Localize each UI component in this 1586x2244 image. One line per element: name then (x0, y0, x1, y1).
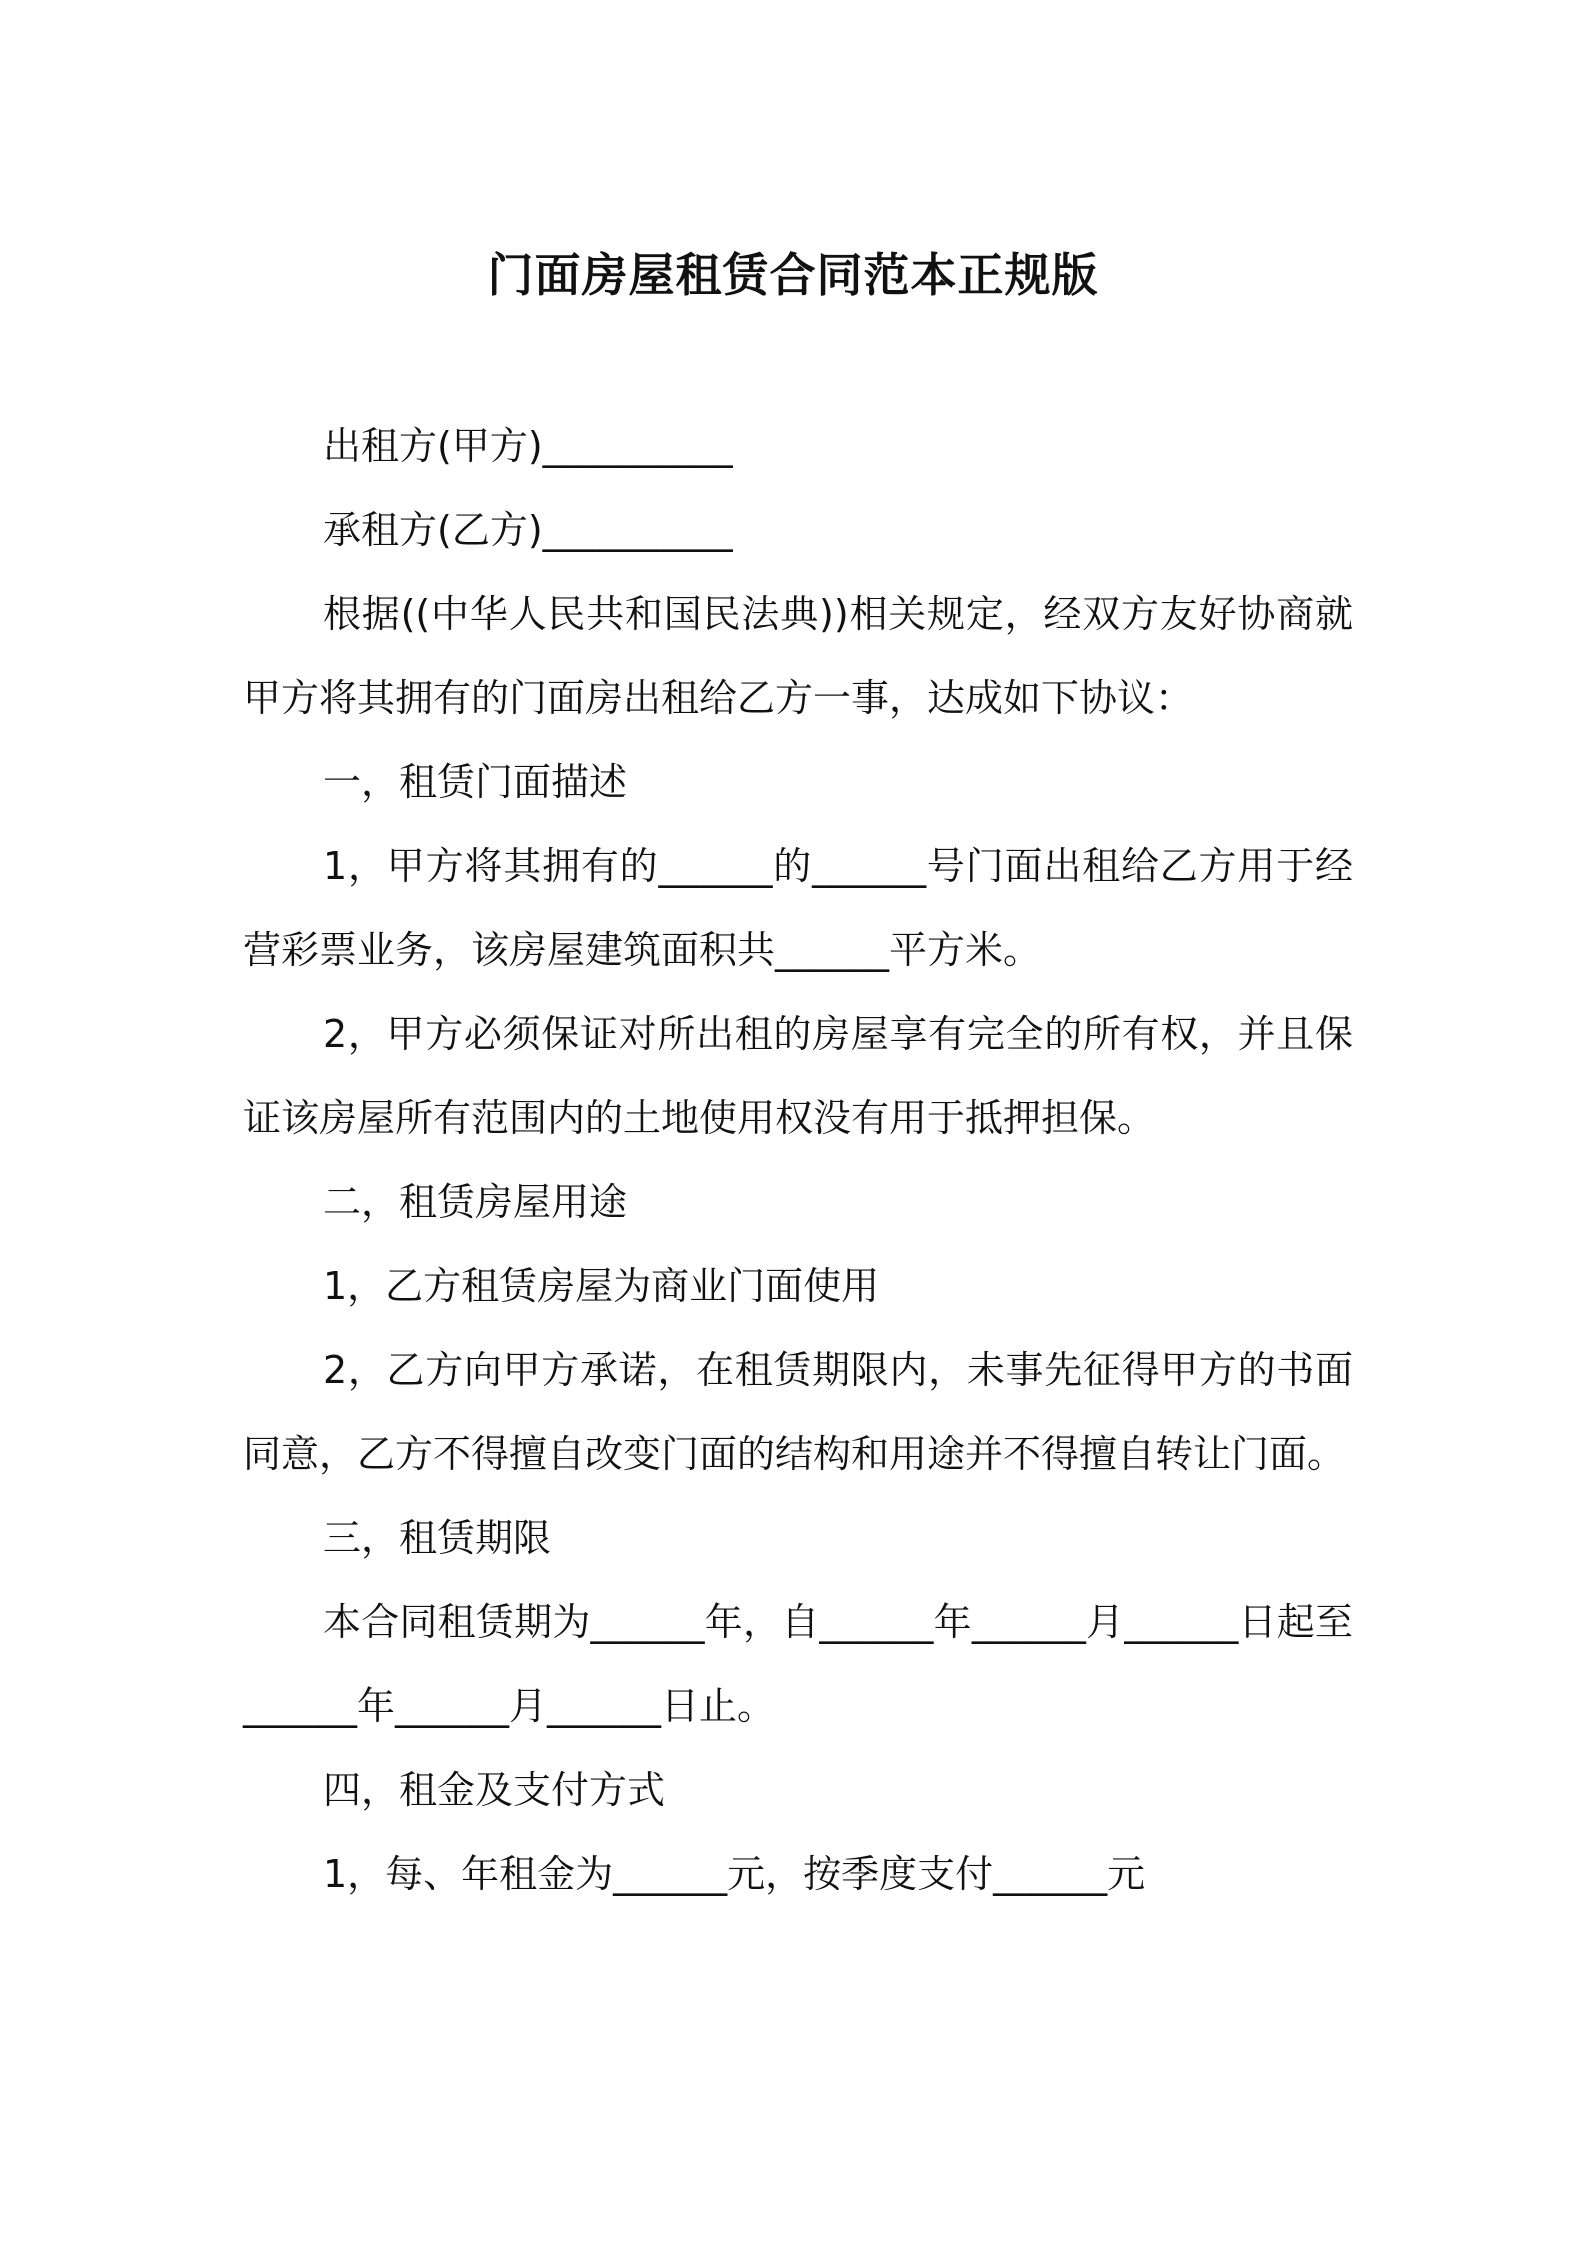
section-heading-2: 二，租赁房屋用途 (323, 1180, 628, 1224)
clause-1-1: 1，甲方将其拥有的______的______号门面出租给乙方用于经营彩票业务，该房屋建筑面积共______平方米。 (243, 844, 1353, 972)
lessor-line: 出租方(甲方)__________ (323, 424, 733, 468)
document-body (243, 404, 1353, 1916)
lessee-line: 承租方(乙方)__________ (323, 508, 733, 552)
clause-2-2: 2，乙方向甲方承诺，在租赁期限内，未事先征得甲方的书面同意，乙方不得擅自改变门面的结构和用途并不得擅自转让门面。 (243, 1348, 1353, 1476)
clause-2-1: 1，乙方租赁房屋为商业门面使用 (323, 1264, 880, 1308)
section-heading-3: 三，租赁期限 (323, 1516, 552, 1560)
lease-term-paragraph: 本合同租赁期为______年，自______年______月______日起至______年______月______日止。 (243, 1600, 1353, 1728)
preamble-paragraph: 根据((中华人民共和国民法典))相关规定，经双方友好协商就甲方将其拥有的门面房出租给乙方一事，达成如下协议： (243, 592, 1353, 720)
clause-4-1: 1，每、年租金为______元，按季度支付______元 (323, 1852, 1146, 1896)
clause-1-2: 2，甲方必须保证对所出租的房屋享有完全的所有权，并且保证该房屋所有范围内的土地使用权没有用于抵押担保。 (243, 1012, 1353, 1140)
section-heading-1: 一，租赁门面描述 (323, 760, 628, 804)
section-heading-4: 四，租金及支付方式 (323, 1768, 666, 1812)
document-title: 门面房屋租赁合同范本正规版 (487, 247, 1099, 302)
